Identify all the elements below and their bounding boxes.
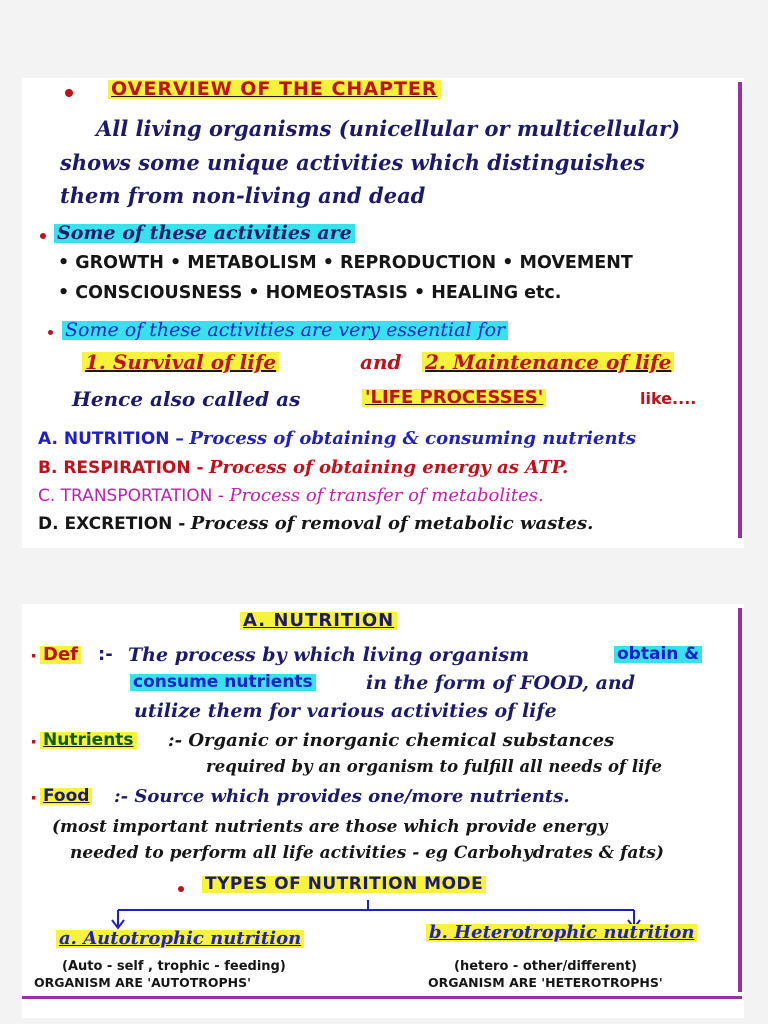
- activities-line-2: • CONSCIOUSNESS • HOMEOSTASIS • HEALING etc.: [58, 283, 562, 303]
- process-b-desc: Process of obtaining energy as ATP.: [208, 457, 569, 478]
- process-b-label: B. RESPIRATION -: [38, 458, 204, 478]
- nutrients-text-2: required by an organism to fulfill all needs of life: [206, 757, 662, 776]
- activities-lead: Some of these activities are: [54, 224, 355, 243]
- def-separator: :-: [98, 644, 113, 665]
- process-b: [38, 459, 568, 477]
- right-border-line: [738, 82, 742, 538]
- bullet: [48, 330, 53, 335]
- heterotrophic-sub: (hetero - other/different): [454, 959, 637, 974]
- def-label: Def: [40, 646, 81, 664]
- process-d-label: D. EXCRETION -: [38, 514, 186, 534]
- def-text-3: utilize them for various activities of life: [134, 700, 557, 722]
- overview-page: [22, 78, 744, 548]
- nutrients-bullet: ·: [30, 731, 38, 753]
- food-text: :- Source which provides one/more nutrients.: [114, 786, 570, 807]
- types-connector: [22, 604, 744, 1018]
- intro-line-3: them from non-living and dead: [60, 183, 426, 208]
- types-heading: TYPES OF NUTRITION MODE: [202, 876, 486, 893]
- def-text-2: in the form of FOOD, and: [366, 672, 636, 694]
- def-highlight-2: consume nutrients: [130, 674, 316, 691]
- autotrophic-sub: (Auto - self , trophic - feeding): [62, 959, 286, 974]
- hence-text: Hence also called as: [72, 387, 301, 411]
- overview-heading: OVERVIEW OF THE CHAPTER: [108, 80, 441, 99]
- food-label: Food: [40, 788, 92, 805]
- and-text: and: [360, 350, 402, 374]
- bullet: [40, 233, 46, 239]
- nutrition-page: [22, 604, 744, 1018]
- survival-of-life: 1. Survival of life: [82, 352, 279, 372]
- heterotrophic-organisms: ORGANISM ARE 'HETEROTROPHS': [428, 975, 663, 990]
- activities-line-1: • GROWTH • METABOLISM • REPRODUCTION • MOVEMENT: [58, 253, 633, 273]
- nutrients-text-1: :- Organic or inorganic chemical substances: [168, 730, 615, 751]
- def-highlight-1: obtain &: [614, 646, 702, 663]
- like-text: like....: [640, 389, 697, 408]
- process-d-desc: Process of removal of metabolic wastes.: [190, 513, 594, 534]
- def-bullet: ·: [30, 645, 38, 667]
- intro-line-1: All living organisms (unicellular or multicellular): [96, 116, 681, 141]
- life-processes-label: 'LIFE PROCESSES': [362, 389, 546, 407]
- process-a-desc: Process of obtaining & consuming nutrients: [189, 428, 636, 449]
- maintenance-of-life: 2. Maintenance of life: [422, 352, 674, 372]
- def-text-1: The process by which living organism: [128, 644, 530, 666]
- note-line-2: needed to perform all life activities - eg Carbohydrates & fats): [70, 843, 664, 863]
- heading-bullet: [65, 89, 73, 97]
- nutrition-heading: A. NUTRITION: [240, 612, 397, 630]
- heterotrophic-title: b. Heterotrophic nutrition: [426, 924, 697, 942]
- essential-lead: Some of these activities are very essential for: [62, 321, 508, 340]
- process-d: [38, 515, 593, 533]
- process-c: [38, 487, 544, 505]
- autotrophic-title: a. Autotrophic nutrition: [56, 930, 304, 948]
- food-bullet: ·: [30, 787, 38, 809]
- process-c-label: C. TRANSPORTATION -: [38, 486, 224, 506]
- note-line-1: (most important nutrients are those which provide energy: [52, 817, 608, 837]
- process-c-desc: Process of transfer of metabolites.: [229, 485, 544, 506]
- process-a-label: A. NUTRITION –: [38, 429, 184, 449]
- nutrients-label: Nutrients: [40, 732, 137, 749]
- autotrophic-organisms: ORGANISM ARE 'AUTOTROPHS': [34, 975, 251, 990]
- intro-line-2: shows some unique activities which distinguishes: [60, 150, 645, 175]
- process-a: [38, 430, 636, 448]
